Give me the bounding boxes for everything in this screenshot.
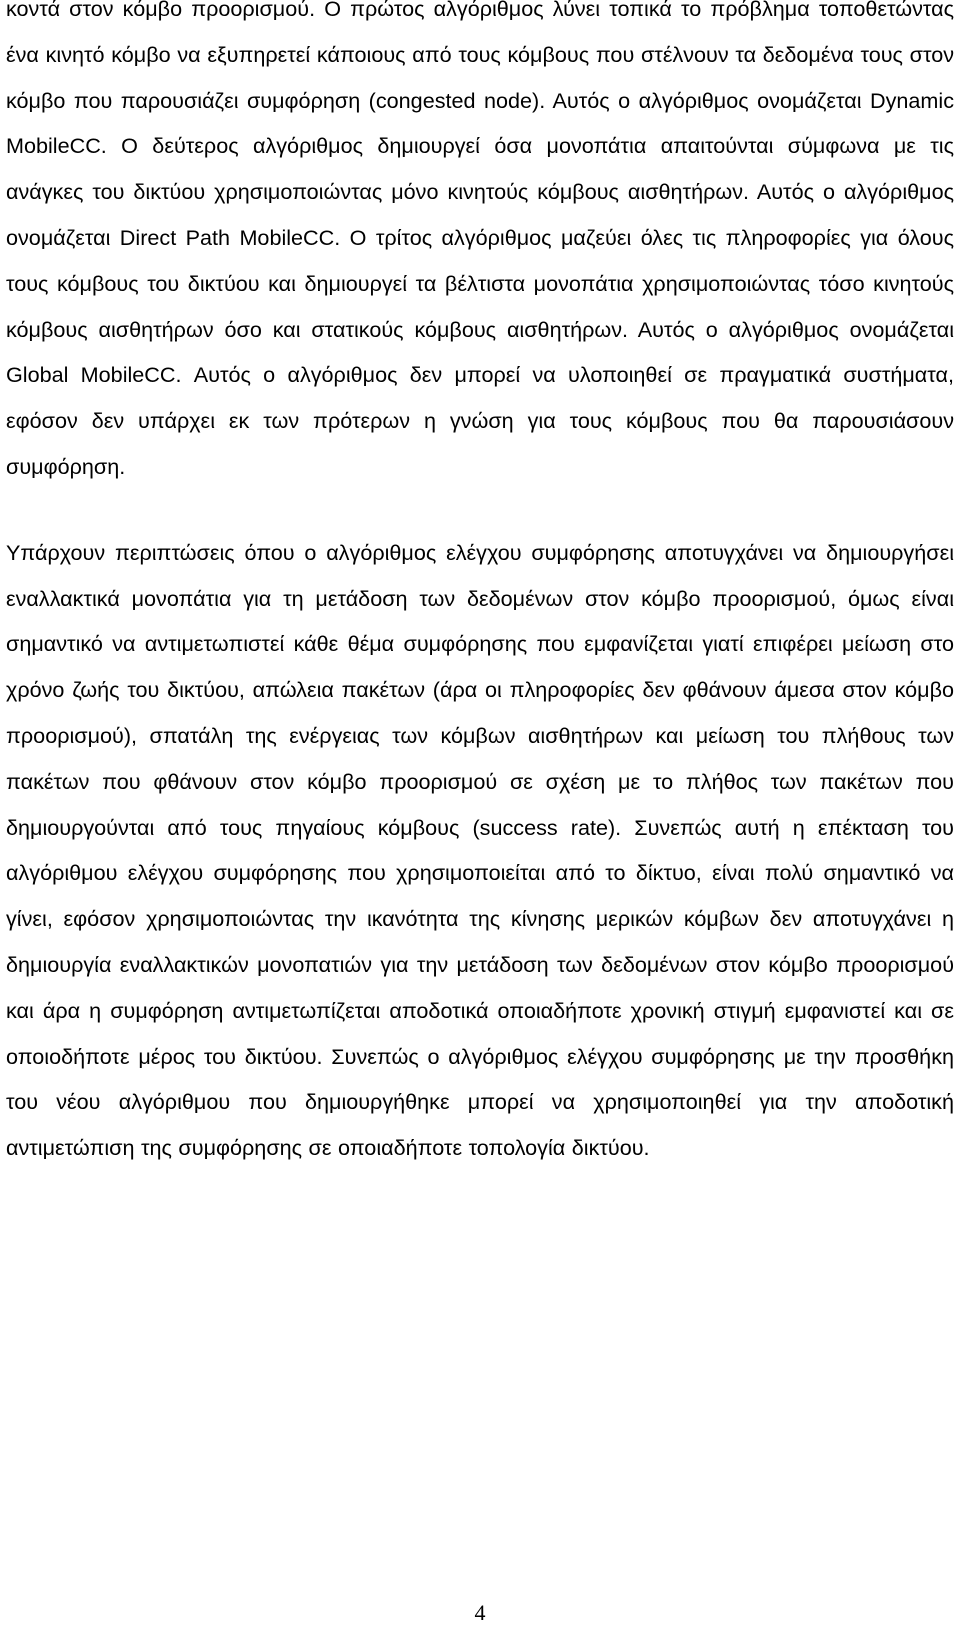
body-paragraph-mobilecc-algorithms: κοντά στον κόμβο προορισμού. Ο πρώτος αλγόριθμος λύνει τοπικά το πρόβλημα τοποθετώντας ένα κινητό κόμβο να εξυπηρετεί κάποιους από τους κόμβους που στέλνουν τα δεδομένα τους στον κόμβο που παρουσιάζει συμφόρηση (congested node). Αυτός ο αλγόριθμος ονομάζεται Dynamic MobileCC. Ο δεύτερος αλγόριθμος δημιουργεί όσα μονοπάτια απαιτούνται σύμφωνα με τις ανάγκες του δικτύου χρησιμοποιώντας μόνο κινητούς κόμβους αισθητήρων. Αυτός ο αλγόριθμος ονομάζεται Direct Path MobileCC. Ο τρίτος αλγόριθμος μαζεύει όλες τις πληροφορίες για όλους τους κόμβους του δικτύου και δημιουργεί τα βέλτιστα μονοπάτια χρησιμοποιώντας τόσο κινητούς κόμβους αισθητήρων όσο και στατικούς κόμβους αισθητήρων. Αυτός ο αλγόριθμος ονομάζεται Global MobileCC. Αυτός ο αλγόριθμος δεν μπορεί να υλοποιηθεί σε πραγματικά συστήματα, εφόσον δεν υπάρχει εκ των πρότερων η γνώση για τους κόμβους που θα παρουσιάσουν συμφόρηση. <box>6 0 954 479</box>
page-number: 4 <box>474 1600 486 1625</box>
body-paragraph-congestion-failure: Υπάρχουν περιπτώσεις όπου ο αλγόριθμος ελέγχου συμφόρησης αποτυγχάνει να δημιουργήσει εναλλακτικά μονοπάτια για τη μετάδοση των δεδομένων στον κόμβο προορισμού, όμως είναι σημαντικό να αντιμετωπιστεί κάθε θέμα συμφόρησης που εμφανίζεται γιατί επιφέρει μείωση στο χρόνο ζωής του δικτύου, απώλεια πακέτων (άρα οι πληροφορίες δεν φθάνουν άμεσα στον κόμβο προορισμού), σπατάλη της ενέργειας των κόμβων αισθητήρων και μείωση του πλήθους των πακέτων που φθάνουν στον κόμβο προορισμού σε σχέση με το πλήθος των πακέτων που δημιουργούνται από τους πηγαίους κόμβους (success rate). Συνεπώς αυτή η επέκταση του αλγόριθμου ελέγχου συμφόρησης που χρησιμοποιείται από το δίκτυο, είναι πολύ σημαντικό να γίνει, εφόσον χρησιμοποιώντας την ικανότητα της κίνησης μερικών κόμβων δεν αποτυγχάνει η δημιουργία εναλλακτικών μονοπατιών για την μετάδοση των δεδομένων στον κόμβο προορισμού και άρα η συμφόρηση αντιμετωπίζεται αποδοτικά οποιαδήποτε χρονική στιγμή εμφανιστεί και σε οποιοδήποτε μέρος του δικτύου. Συνεπώς ο αλγόριθμος ελέγχου συμφόρησης με την προσθήκη του νέου αλγόριθμου που δημιουργήθηκε μπορεί να χρησιμοποιηθεί για την αποδοτική αντιμετώπιση της συμφόρησης σε οποιαδήποτε τοπολογία δικτύου. <box>6 539 954 1161</box>
document-page <box>6 0 954 1171</box>
